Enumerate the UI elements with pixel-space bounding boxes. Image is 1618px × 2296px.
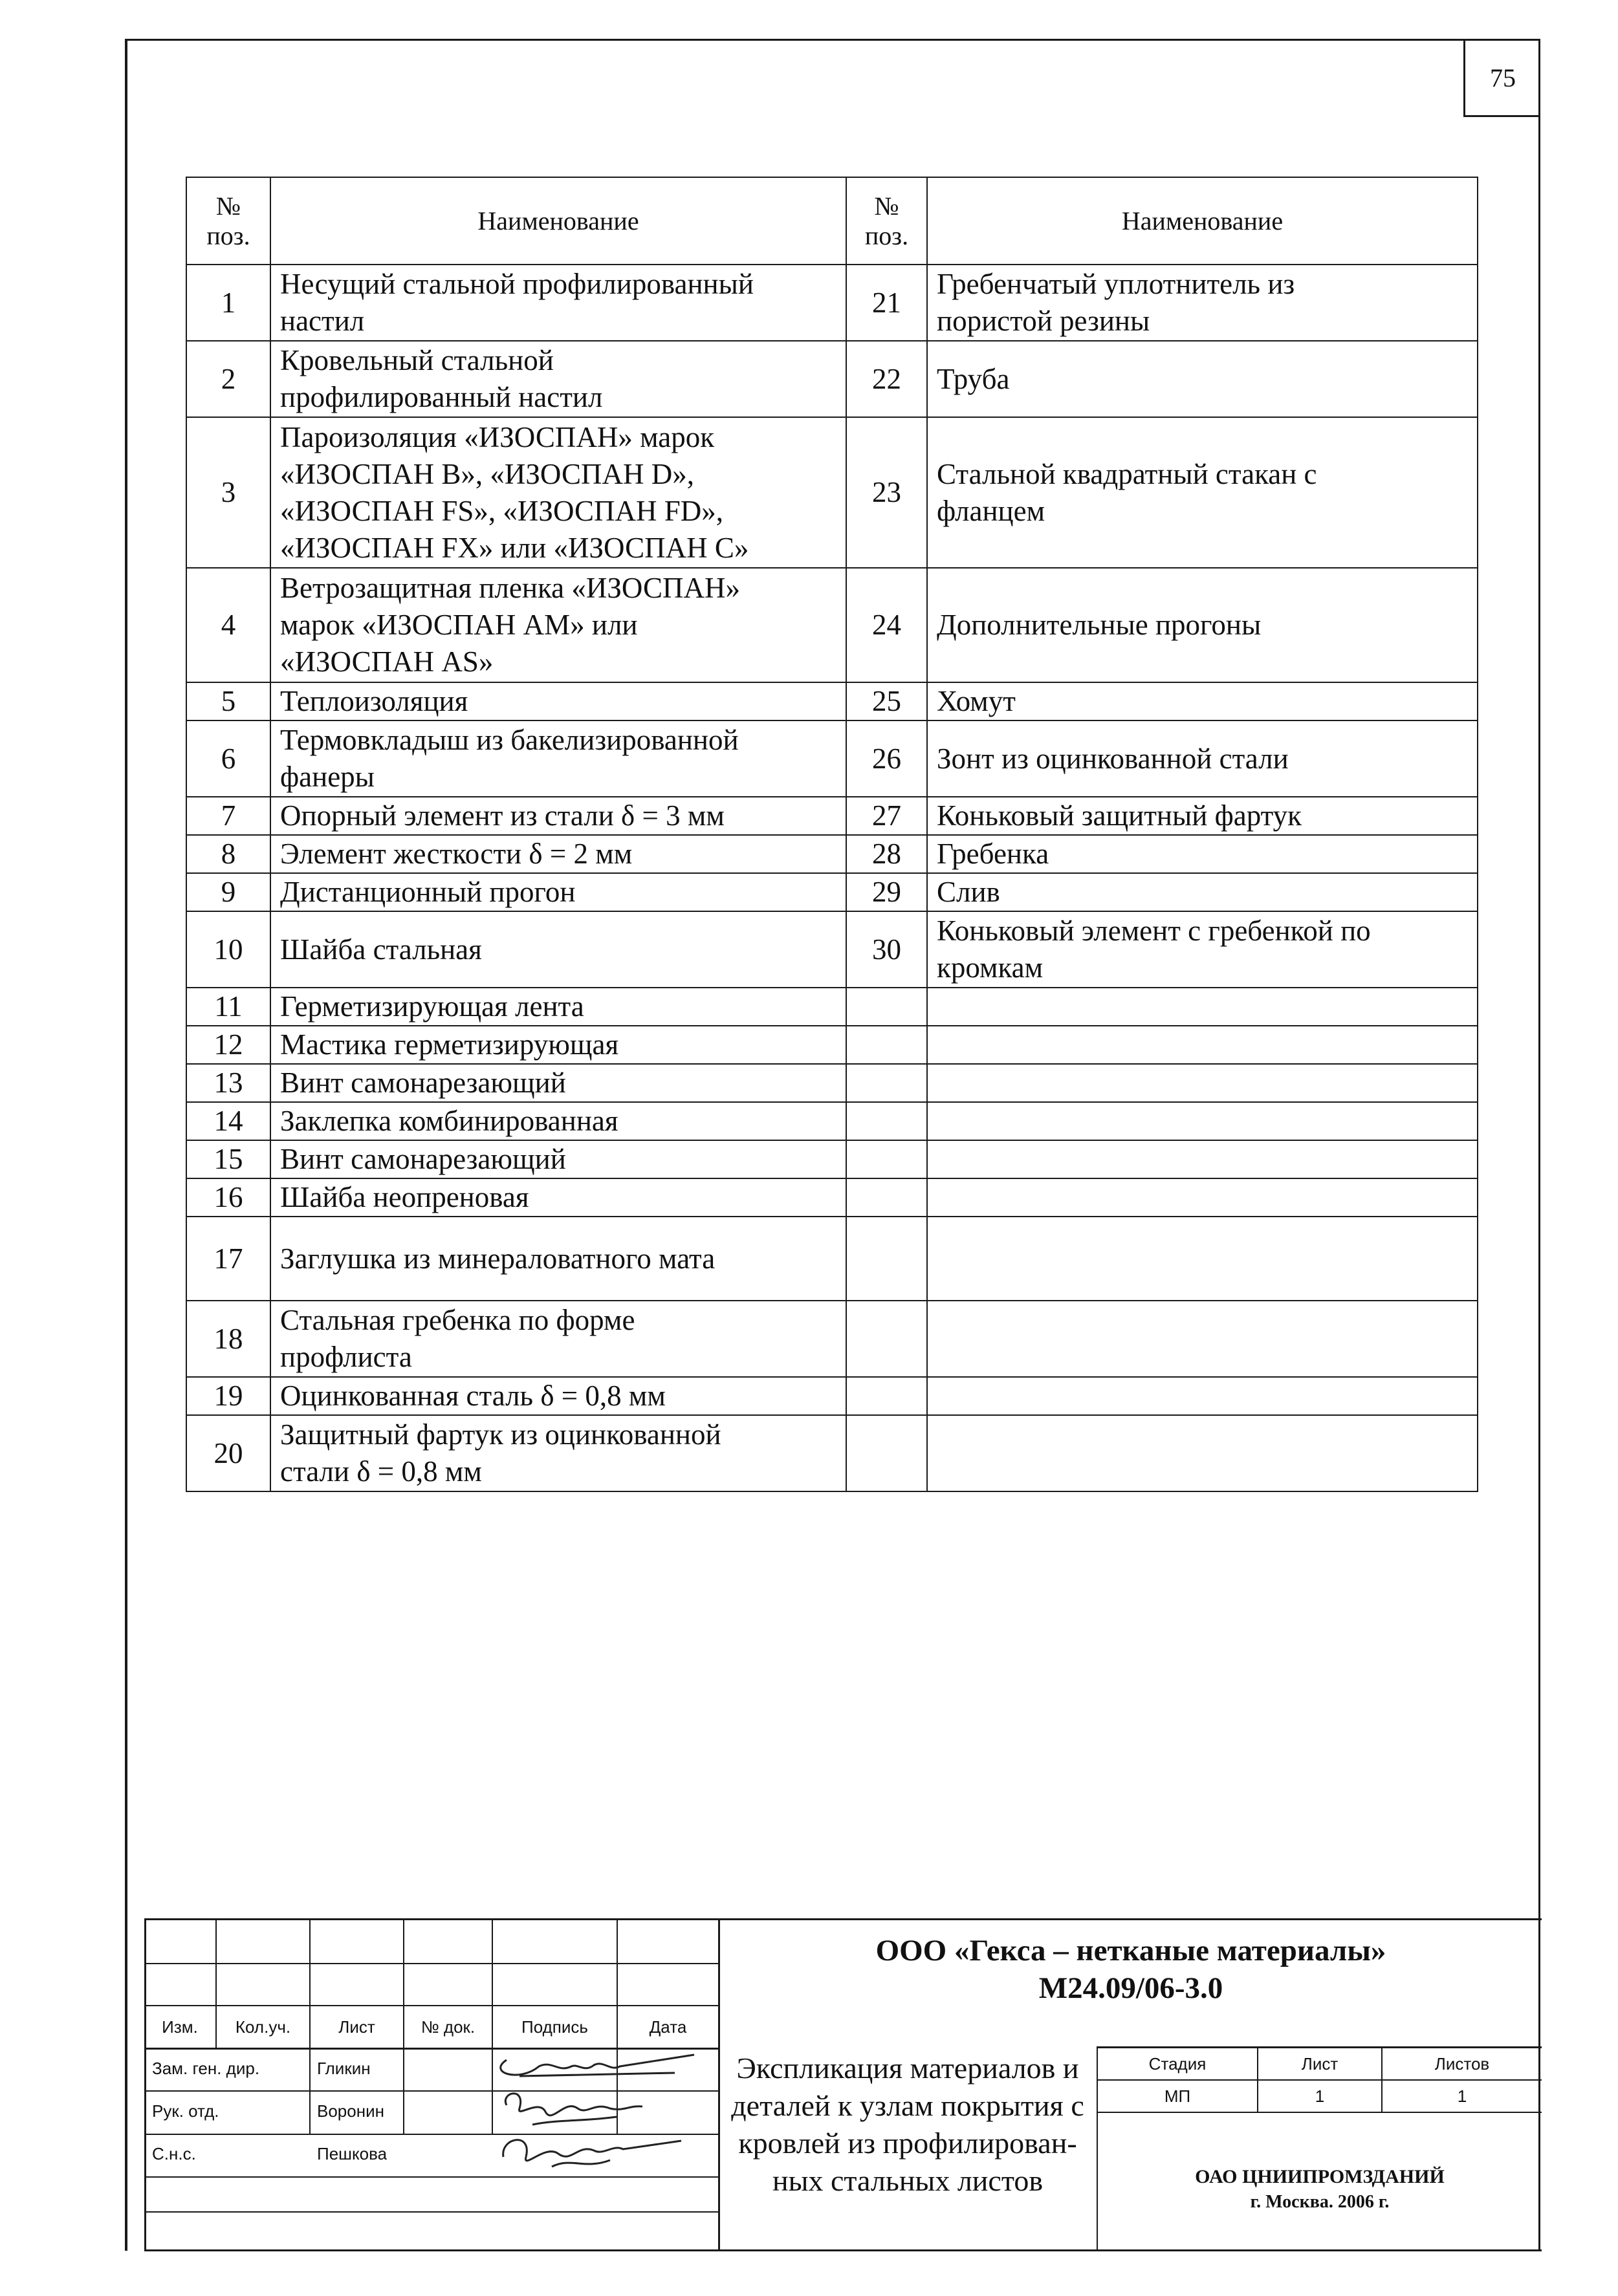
item-number: 11	[186, 988, 270, 1026]
page-number: 75	[1463, 41, 1540, 117]
item-number	[846, 1102, 927, 1140]
table-row	[186, 797, 1478, 835]
drawing-description: Экспликация материалов и деталей к узлам покрытия с кровлей из профилирован- ных стальных листов	[731, 2052, 1084, 2197]
table-row	[186, 988, 1478, 1026]
item-number: 8	[186, 835, 270, 873]
signature-2	[505, 2094, 642, 2125]
table-row	[186, 1064, 1478, 1102]
item-name: Заглушка из минераловатного мата	[270, 1217, 846, 1301]
col-doc: № док.	[421, 2017, 476, 2037]
institute-name: ОАО ЦНИИПРОМЗДАНИЙ	[1195, 2166, 1445, 2187]
item-name: Защитный фартук из оцинкованной стали δ = 0,8 мм	[270, 1415, 846, 1491]
table-row	[186, 1301, 1478, 1377]
item-number: 10	[186, 911, 270, 988]
item-name: Слив	[927, 873, 1478, 911]
item-number: 19	[186, 1377, 270, 1415]
institute-city: г. Москва. 2006 г.	[1250, 2192, 1390, 2212]
item-number: 14	[186, 1102, 270, 1140]
item-name	[927, 1026, 1478, 1064]
signatures	[481, 2047, 727, 2176]
col-sign: Подпись	[521, 2017, 588, 2037]
item-name: Герметизирующая лента	[270, 988, 846, 1026]
col-date: Дата	[649, 2017, 687, 2037]
item-number: 23	[846, 417, 927, 568]
stage-label: Стадия	[1148, 2054, 1207, 2074]
col-list: Лист	[338, 2017, 375, 2037]
item-number	[846, 1217, 927, 1301]
sheets-label: Листов	[1434, 2054, 1490, 2074]
table-row	[186, 1026, 1478, 1064]
item-name: Винт самонарезающий	[270, 1064, 846, 1102]
item-number: 17	[186, 1217, 270, 1301]
table-row	[186, 1102, 1478, 1140]
item-name	[927, 988, 1478, 1026]
item-number	[846, 1415, 927, 1491]
item-name: Элемент жесткости δ = 2 мм	[270, 835, 846, 873]
org-name: ООО «Гекса – нетканые материалы»	[875, 1934, 1386, 1967]
item-number: 4	[186, 568, 270, 682]
item-number: 18	[186, 1301, 270, 1377]
person-1: Гликин	[317, 2059, 371, 2078]
item-name: Коньковый защитный фартук	[927, 797, 1478, 835]
item-number: 1	[186, 265, 270, 341]
item-number: 27	[846, 797, 927, 835]
sheets-value: 1	[1457, 2086, 1467, 2106]
item-name	[927, 1178, 1478, 1217]
doc-code: М24.09/06-3.0	[1038, 1971, 1223, 2005]
item-number: 15	[186, 1140, 270, 1178]
table-row	[186, 417, 1478, 568]
item-number: 6	[186, 720, 270, 797]
item-number	[846, 1064, 927, 1102]
item-name: Коньковый элемент с гребенкой по кромкам	[927, 911, 1478, 988]
item-name	[927, 1140, 1478, 1178]
item-number: 16	[186, 1178, 270, 1217]
col-kol: Кол.уч.	[235, 2017, 291, 2037]
item-number	[846, 1178, 927, 1217]
title-block	[144, 1918, 1542, 2251]
item-name	[927, 1102, 1478, 1140]
item-name: Шайба неопреновая	[270, 1178, 846, 1217]
item-name: Гребенка	[927, 835, 1478, 873]
person-2: Воронин	[317, 2101, 384, 2121]
table-row	[186, 911, 1478, 988]
item-number: 25	[846, 682, 927, 720]
item-name: Ветрозащитная пленка «ИЗОСПАН» марок «ИЗОСПАН AM» или «ИЗОСПАН AS»	[270, 568, 846, 682]
role-1: Зам. ген. дир.	[152, 2059, 260, 2078]
item-name: Хомут	[927, 682, 1478, 720]
item-name	[927, 1377, 1478, 1415]
item-name: Оцинкованная сталь δ = 0,8 мм	[270, 1377, 846, 1415]
table-row	[186, 1217, 1478, 1301]
item-name: Пароизоляция «ИЗОСПАН» марок «ИЗОСПАН B», «ИЗОСПАН D», «ИЗОСПАН FS», «ИЗОСПАН FD», «ИЗОСПАН FX» или «ИЗОСПАН C»	[270, 417, 846, 568]
header-name-left: Наименование	[270, 177, 846, 265]
item-number: 30	[846, 911, 927, 988]
stage-value: МП	[1164, 2086, 1191, 2106]
item-number	[846, 1301, 927, 1377]
item-name: Стальной квадратный стакан с фланцем	[927, 417, 1478, 568]
signature-1	[501, 2055, 694, 2076]
item-number: 5	[186, 682, 270, 720]
item-name	[927, 1415, 1478, 1491]
item-name: Мастика герметизирующая	[270, 1026, 846, 1064]
item-name	[927, 1301, 1478, 1377]
item-name: Шайба стальная	[270, 911, 846, 988]
item-number	[846, 1377, 927, 1415]
item-number: 28	[846, 835, 927, 873]
item-name: Несущий стальной профилированный настил	[270, 265, 846, 341]
table-row	[186, 568, 1478, 682]
item-name: Термовкладыш из бакелизированной фанеры	[270, 720, 846, 797]
sheet-label: Лист	[1301, 2054, 1339, 2074]
header-num-right: № поз.	[846, 177, 927, 265]
item-number: 20	[186, 1415, 270, 1491]
item-number: 21	[846, 265, 927, 341]
table-row	[186, 341, 1478, 417]
item-name: Зонт из оцинкованной стали	[927, 720, 1478, 797]
table-row	[186, 1377, 1478, 1415]
item-name: Теплоизоляция	[270, 682, 846, 720]
item-name: Заклепка комбинированная	[270, 1102, 846, 1140]
table-row	[186, 1415, 1478, 1491]
item-number: 2	[186, 341, 270, 417]
item-number	[846, 1140, 927, 1178]
item-number	[846, 1026, 927, 1064]
header-num-left: № поз.	[186, 177, 270, 265]
table-row	[186, 1140, 1478, 1178]
item-number: 24	[846, 568, 927, 682]
item-number: 29	[846, 873, 927, 911]
item-number: 13	[186, 1064, 270, 1102]
table-row	[186, 835, 1478, 873]
table-row	[186, 720, 1478, 797]
item-number: 9	[186, 873, 270, 911]
item-name	[927, 1064, 1478, 1102]
table-row	[186, 873, 1478, 911]
role-2: Рук. отд.	[152, 2101, 219, 2121]
signature-3	[503, 2140, 681, 2167]
sheet-value: 1	[1315, 2086, 1325, 2106]
person-3: Пешкова	[317, 2144, 388, 2163]
item-number: 7	[186, 797, 270, 835]
item-name: Дистанционный прогон	[270, 873, 846, 911]
item-name: Винт самонарезающий	[270, 1140, 846, 1178]
item-name: Стальная гребенка по форме профлиста	[270, 1301, 846, 1377]
col-izm: Изм.	[162, 2017, 198, 2037]
table-row	[186, 682, 1478, 720]
materials-table	[186, 177, 1478, 1492]
role-3: С.н.с.	[152, 2144, 196, 2163]
item-name: Опорный элемент из стали δ = 3 мм	[270, 797, 846, 835]
item-number: 22	[846, 341, 927, 417]
item-number: 26	[846, 720, 927, 797]
table-row	[186, 1178, 1478, 1217]
table-row	[186, 265, 1478, 341]
table-header-row	[186, 177, 1478, 265]
item-number: 12	[186, 1026, 270, 1064]
item-name: Дополнительные прогоны	[927, 568, 1478, 682]
item-name: Кровельный стальной профилированный настил	[270, 341, 846, 417]
item-name	[927, 1217, 1478, 1301]
item-name: Гребенчатый уплотнитель из пористой резины	[927, 265, 1478, 341]
item-number: 3	[186, 417, 270, 568]
header-name-right: Наименование	[927, 177, 1478, 265]
item-name: Труба	[927, 341, 1478, 417]
item-number	[846, 988, 927, 1026]
